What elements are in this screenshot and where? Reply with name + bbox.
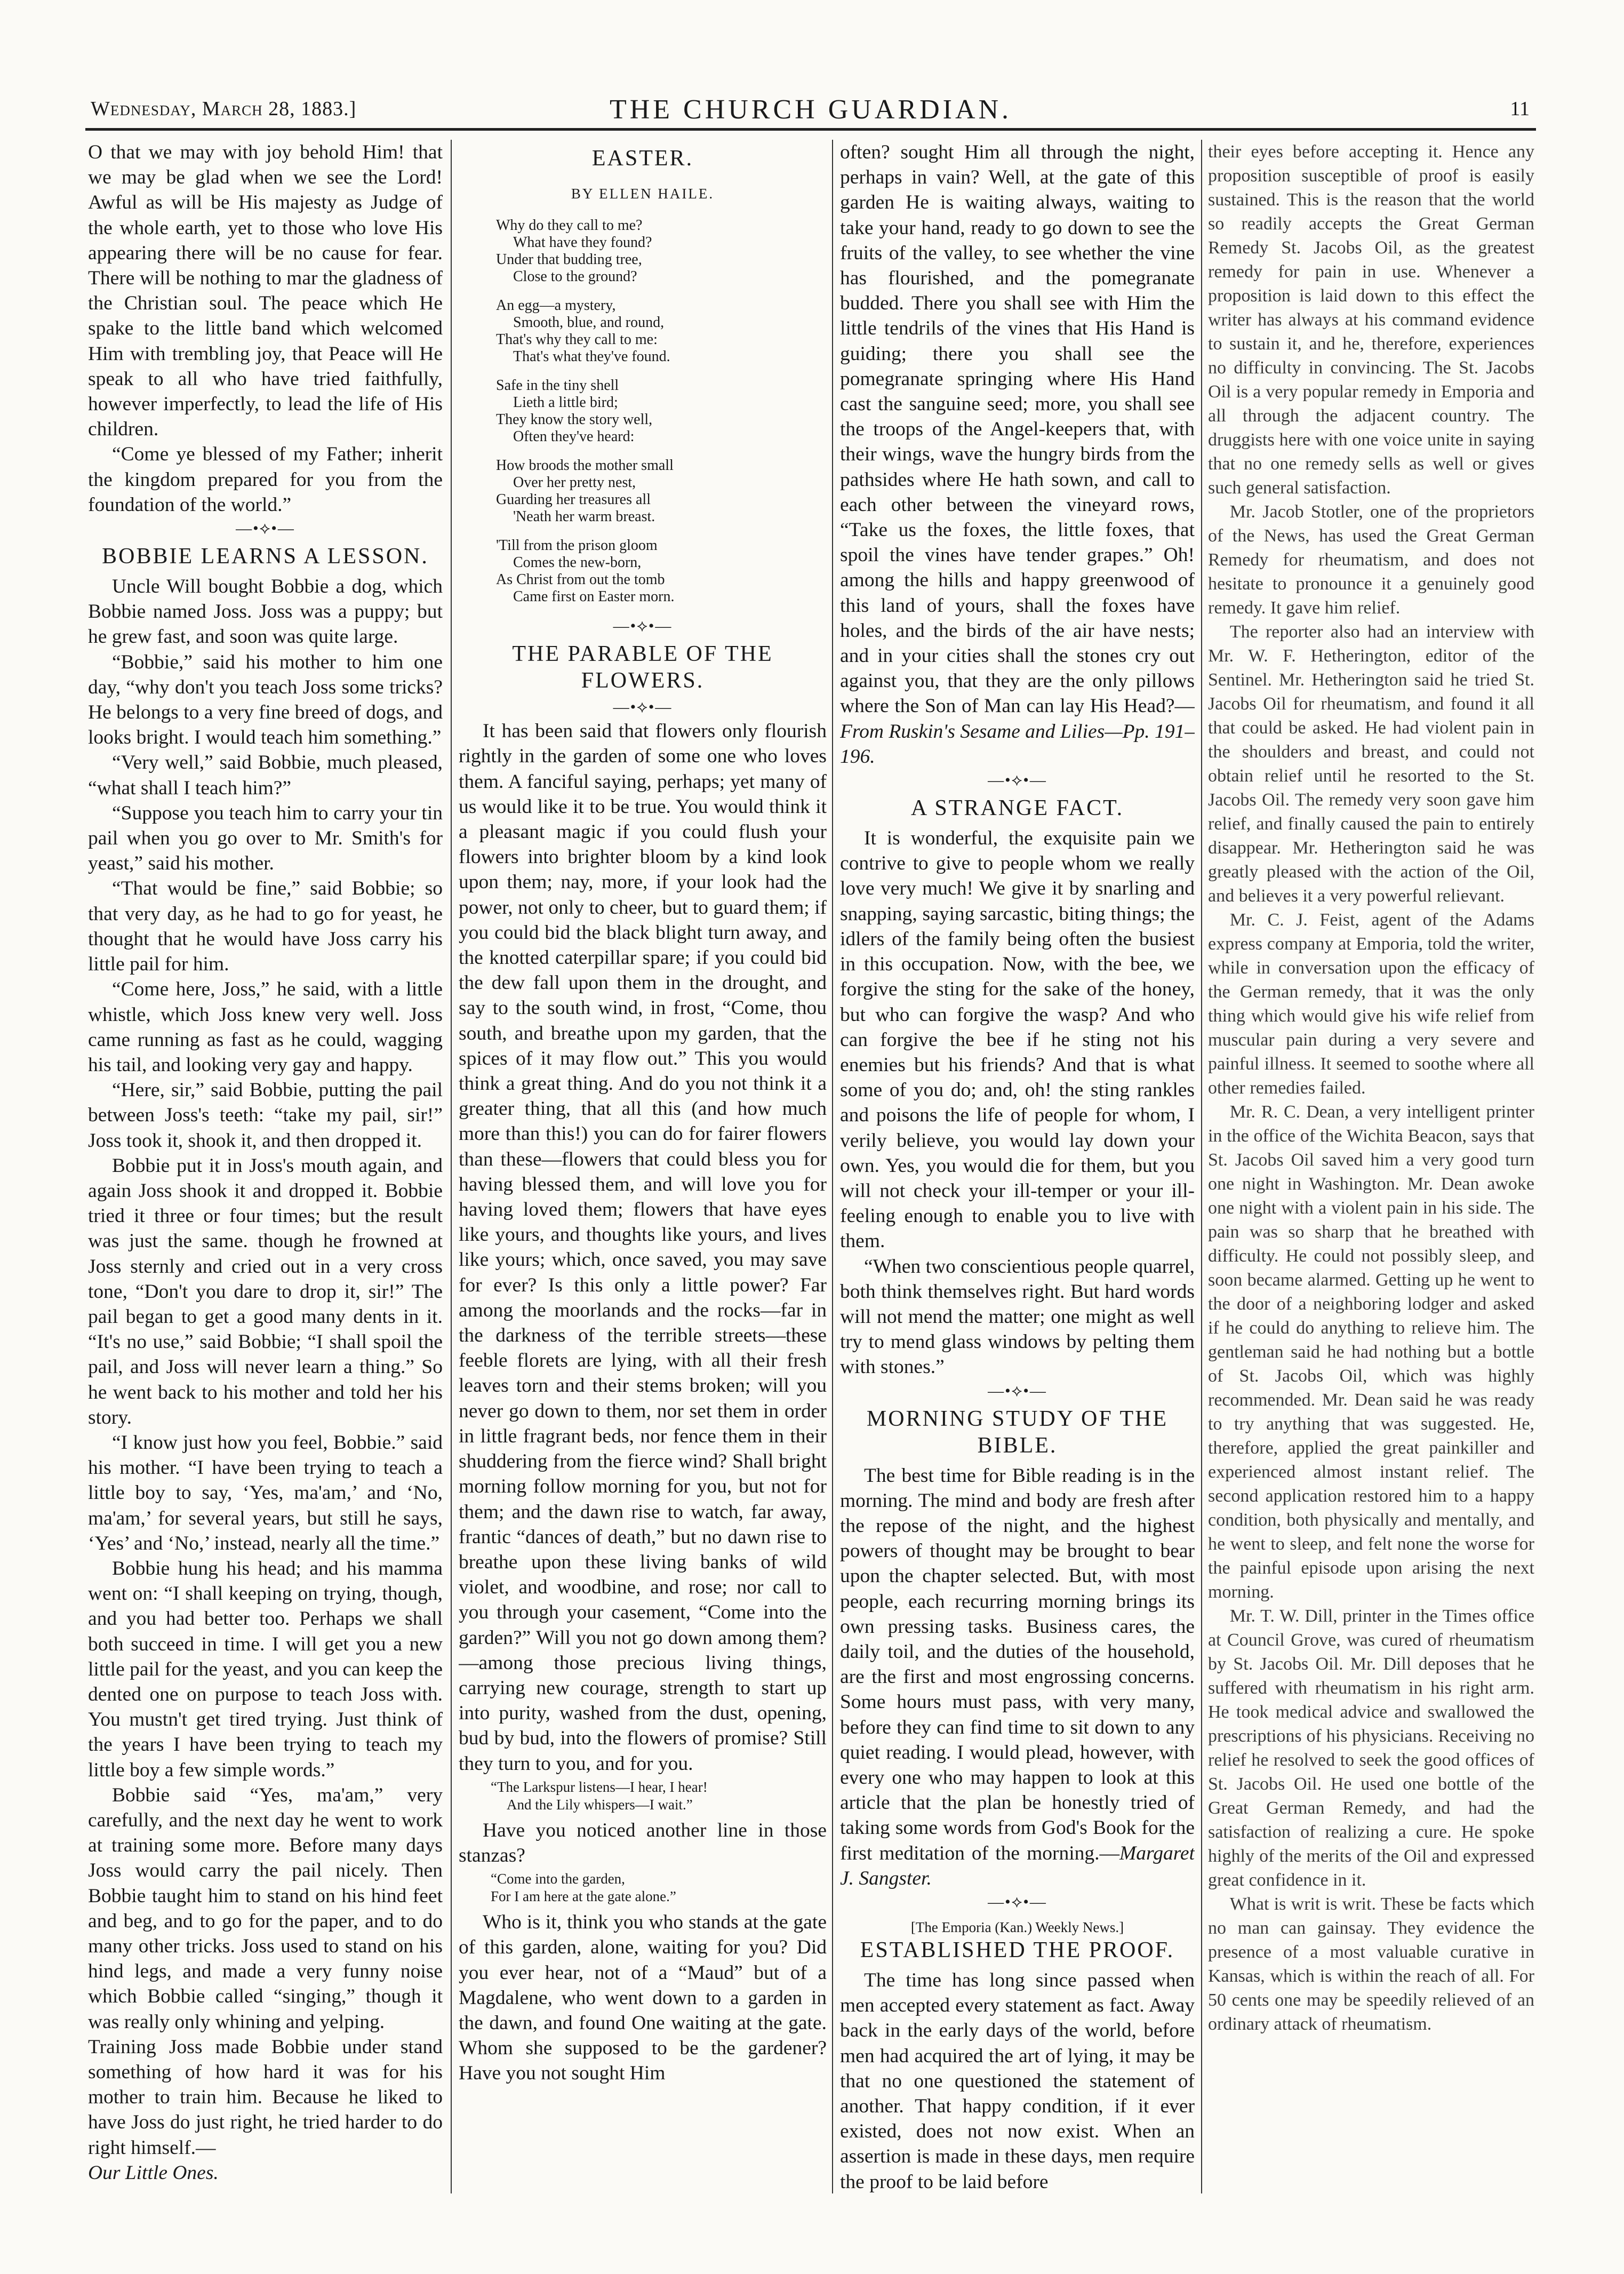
article-paragraph: Mr. R. C. Dean, a very intelligent printer in the office of the Wichita Beacon, says that St. Jacobs Oil saved him a very good turn one night in Washington. Mr. Dean awoke one night with a violent pain in his side. The pain was so sharp that he breathed with difficulty. He could not possibly sleep, and soon became alarmed. Getting up he went to the door of a neighboring lodger and asked if he could do anything to relieve him. The gentleman said he had nothing but a bottle of St. Jacobs Oil, which was highly recommended. Mr. Dean said he was ready to try anything that was suggested. He, therefore, applied the great painkiller and experienced almost instant relief. The second application restored him to a happy condition, both physically and mentally, and he went to sleep, and felt none the worse for the painful episode upon arising the next morning.	[1208, 1102, 1534, 1602]
article-paragraph: O that we may with joy behold Him! that we may be glad when we see the Lord! Awful as will be His majesty as Judge of the whole earth, yet to those who love His appearing there will be no cause for fear. There will be nothing to mar the gladness of the Christian soul. The peace which He spake to the little band which welcomed Him with trembling joy, that Peace will He speak to all who have tried faithfully, however imperfectly, to lead the life of His children.	[88, 141, 443, 441]
article-heading: BOBBIE LEARNS A LESSON.	[102, 544, 429, 569]
poem-line: As Christ from out the tomb	[496, 571, 665, 588]
ornament-divider: —•⟡•—	[613, 698, 673, 716]
verse-line: “The Larkspur listens—I hear, I hear!	[491, 1778, 708, 1795]
article-paragraph: their eyes before accepting it. Hence any proposition susceptible of proof is easily sustained. This is the reason that the world so readily accepts the Great German Remedy St. Jacobs Oil, as the greatest remedy for pain in use. Whenever a proposition is laid down to this effect the writer has always at his command evidence to sustain it, and he, therefore, experiences no difficulty in convincing. The St. Jacobs Oil is a very popular remedy in Emporia and all through the adjacent country. The druggists here with one voice unite in saying that no one remedy sells as well or gives such general satisfaction.	[1208, 142, 1534, 498]
article-paragraph	[840, 1463, 1195, 1891]
article-source: Our Little Ones.	[88, 2161, 219, 2184]
column-1	[88, 140, 443, 2199]
poem-line: 'Neath her warm breast.	[513, 508, 655, 525]
poem-line: 'Till from the prison gloom	[496, 537, 658, 554]
article-paragraph: Mr. T. W. Dill, printer in the Times office at Council Grove, was cured of rheumatism by St. Jacobs Oil. Mr. Dill deposes that he suffered with rheumatism in his right arm. He took medical advice and swallowed the prescriptions of his physicians. Receiving no relief he resolved to seek the good offices of St. Jacobs Oil. He used one bottle of the Great German Remedy, and had the satisfaction of realizing a cure. He spoke highly of the merits of the Oil and expressed great confidence in it.	[1208, 1606, 1534, 1890]
article-heading: MORNING STUDY OF THE BIBLE.	[866, 1406, 1169, 1458]
verse-line: For I am here at the gate alone.”	[491, 1888, 676, 1905]
article-paragraph: “That would be fine,” said Bobbie; so that very day, as he had to go for yeast, he thought that he would have Joss carry his little pail for him.	[88, 877, 443, 976]
article-paragraph: Who is it, think you who stands at the gate of this garden, alone, waiting for you? Did you ever hear, not of a “Maud” but of a Magdalene, who went down to a garden in the dawn, and found One waiting at the gate. Whom she supposed to be the gardener? Have you not sought Him	[459, 1911, 827, 2085]
column-rule	[832, 140, 833, 2193]
poem-line: Often they've heard:	[513, 428, 635, 445]
poem-line: Why do they call to me?	[496, 217, 643, 234]
poem-line: Smooth, blue, and round,	[513, 314, 665, 331]
poem-stanza	[496, 297, 827, 365]
poem-stanza	[496, 537, 827, 605]
poem-byline: BY ELLEN HAILE.	[571, 186, 715, 202]
poem-line: They know the story well,	[496, 411, 653, 428]
article-paragraph: “When two conscientious people quarrel, both think themselves right. But hard words will not mend the matter; one might as well try to mend glass windows by pelting them with stones.”	[840, 1255, 1195, 1378]
poem-line: How broods the mother small	[496, 457, 674, 474]
verse-line: And the Lily whispers—I wait.”	[507, 1796, 693, 1813]
poem-stanza	[496, 377, 827, 445]
poem-line: Under that budding tree,	[496, 251, 642, 268]
poem-line: Safe in the tiny shell	[496, 377, 619, 394]
article-paragraph	[840, 140, 1195, 769]
poem-line: That's what they've found.	[513, 348, 670, 365]
poem-line: Guarding her treasures all	[496, 491, 651, 508]
article-heading: THE PARABLE OF THE FLOWERS.	[512, 642, 773, 693]
article-source: From Ruskin's Sesame and Lilies—Pp. 191–196.	[840, 720, 1195, 768]
article-paragraph: “Very well,” said Bobbie, much pleased, “what shall I teach him?”	[88, 752, 443, 799]
poem-line: Came first on Easter morn.	[513, 588, 675, 605]
column-2	[459, 140, 827, 2199]
article-paragraph: The time has long since passed when men accepted every statement as fact. Away back in the early days of the world, before men had acquired the art of lying, it may be that no one questioned the statement of another. That happy condition, if it ever existed, does not now exist. When an assertion is made in these days, men require the proof to be laid before	[840, 1969, 1195, 2193]
article-paragraph: “Come ye blessed of my Father; inherit the kingdom prepared for you from the foundation of the world.”	[88, 443, 443, 516]
column-rule	[451, 140, 452, 2193]
newspaper-title: THE CHURCH GUARDIAN.	[609, 94, 1012, 125]
poem-title: EASTER.	[591, 146, 694, 171]
paragraph-text: often? sought Him all through the night, perhaps in vain? Well, at the gate of this garden He is waiting always, waiting to take your hand, ready to go down to see the fruits of the valley, to see whether the vine has flourished, and the pomegranate budded. There you shall see with Him the little tendrils of the vines that His Hand is guiding; there you shall see the pomegranate springing where His Hand cast the sanguine seed; more, you shall see the troops of the Angel-keepers that, with their wings, wave the hungry birds from the pathsides where He hath sown, and call to each other between the vineyard rows, “Take us the foxes, the little foxes, that spoil the vines have tender grapes.” Oh! among the hills and happy greenwood of this land of yours, shall the foxes have holes, and the birds of the air have nests; and in your cities shall the stones cry out against you, that they are the only pillows where the Son of Man can lay His Head?—	[840, 141, 1195, 717]
poem-line: Comes the new-born,	[513, 554, 642, 571]
article-paragraph: Mr. Jacob Stotler, one of the proprietors of the News, has used the Great German Remedy for rheumatism, and does not hesitate to pronounce it a genuinely good remedy. It gave him relief.	[1208, 502, 1534, 618]
article-paragraph: Mr. C. J. Feist, agent of the Adams express company at Emporia, told the writer, while in conversation upon the efficacy of the German remedy, that it was the only thing which would give his wife relief from muscular pain during a very severe and painful illness. It seemed to soothe where all other remedies failed.	[1208, 910, 1534, 1098]
poem-line: Lieth a little bird;	[513, 394, 618, 411]
poem-line: That's why they call to me:	[496, 331, 658, 348]
poem-stanza	[496, 457, 827, 525]
poem-line: Over her pretty nest,	[513, 474, 636, 491]
article-paragraph: What is writ is writ. These be facts which no man can gainsay. They evidence the presence of a most valuable curative in Kansas, which is within the reach of all. For 50 cents one may be speedily relieved of an ordinary attack of rheumatism.	[1208, 1894, 1534, 2034]
paragraph-text: The best time for Bible reading is in the morning. The mind and body are fresh after the repose of the night, and the highest powers of thought may be brought to bear upon the chapter selected. But, with most people, each recurring morning brings its own pressing tasks. Business cares, the daily toil, and the duties of the household, are the first and most engrossing concerns. Some hours must pass, with very many, before they can find time to sit down to any quiet reading. I would plead, however, with every one who may happen to look at this article that the plan be honestly tried of taking some words from God's Book for the first meditation of the morning.—	[840, 1464, 1195, 1864]
ornament-divider: —•⟡•—	[236, 520, 295, 538]
article-paragraph: The reporter also had an interview with Mr. W. F. Hetherington, editor of the Sentinel. Mr. Hetherington said he tried St. Jacobs Oil for rheumatism, and found it all that could be asked. He had violent pain in the shoulders and breast, and could not obtain relief until he resorted to the St. Jacobs Oil. The remedy very soon gave him relief, and finally caused the pain to entirely disappear. Mr. Hetherington said he was greatly pleased with the action of the Oil, and believes it a very powerful relievant.	[1208, 622, 1534, 906]
verse-quote	[491, 1870, 827, 1905]
article-paragraph: Bobbie said “Yes, ma'am,” very carefully, and the next day he went to work at training some more. Before many days Joss would carry the pail nicely. Then Bobbie taught him to stand on his hind feet and beg, and to go for the paper, and to do many other tricks. Joss used to stand on his hind legs, and made a very funny noise which Bobbie called “singing,” though it was really only whining and yelping.	[88, 1784, 443, 2033]
article-paragraph: Bobbie hung his head; and his mamma went on: “I shall keeping on trying, though, and you had better too. Perhaps we shall both succeed in time. I will get you a new little pail for the yeast, and you can keep the dented one on purpose to teach Joss with. You mustn't get tired trying. Just think of the years I have been trying to teach my little boy a few simple words.”	[88, 1557, 443, 1781]
article-heading: A STRANGE FACT.	[910, 796, 1124, 821]
page-number: 11	[1510, 98, 1530, 120]
verse-line: “Come into the garden,	[491, 1871, 625, 1887]
poem-line: An egg—a mystery,	[496, 297, 616, 314]
article-paragraph: Have you noticed another line in those stanzas?	[459, 1819, 827, 1866]
article-paragraph: Bobbie put it in Joss's mouth again, and again Joss shook it and dropped it. Bobbie tried it three or four times; but the result was just the same. though he frowned at Joss sternly and cried out in a very cross tone, “Don't you dare to drop it, sir!” The pail began to get a good many dents in it. “It's no use,” said Bobbie; “I shall spoil the pail, and Joss will never learn a thing.” So he went back to his mother and told her his story.	[88, 1154, 443, 1429]
poem-line: What have they found?	[513, 234, 652, 251]
article-paragraph: “I know just how you feel, Bobbie.” said his mother. “I have been trying to teach a little boy to say, ‘Yes, ma'am,’ and ‘No, ma'am,’ for several years, but still he says, ‘Yes’ and ‘No,’ instead, nearly all the time.”	[88, 1431, 443, 1554]
column-4	[1208, 140, 1534, 2199]
article-paragraph: It has been said that flowers only flourish rightly in the garden of some one who loves them. A fanciful saying, perhaps; yet many of us would like it to be true. You would think it a pleasant magic if you could flush your flowers into brighter bloom by a kind look upon them; nay, more, if your look had the power, not only to cheer, but to guard them; if you could bid the black blight turn away, and the knotted caterpillar spare; if you could bid the dew fall upon them in the drought, and say to the south wind, in frost, “Come, thou south, and breathe upon my garden, that the spices of it may flow out.” This you would think a great thing. And do you not think it a greater thing, that all this (and how much more than this!) you can do for fairer flowers than these—flowers that could bless you for having blessed them, and will love you for having loved them; flowers that have eyes like yours, and thoughts like yours, and lives like yours; which, once saved, you may save for ever? Is this only a little power? Far among the moorlands and the rocks—far in the darkness of the terrible streets—these feeble florets are lying, with all their fresh leaves torn and their stems broken; will you never go down to them, nor set them in order in little fragrant beds, nor fence them in their shuddering from the fierce wind? Shall bright morning follow morning for you, but not for them; and the dawn rise to watch, far away, frantic “dances of death,” but no dawn rise to breathe upon these living banks of wild violet, and woodbine, and rose; nor call to you through your casement, “Come into the garden?” Will you not go down among them?—among those precious living things, carrying new courage, strength to start up into purity, washed from the dust, opening, bud by bud, into the flowers of promise? Still they turn to you, and for you.	[459, 720, 827, 1775]
poem-body	[459, 217, 827, 605]
article-paragraph: It is wonderful, the exquisite pain we contrive to give to people whom we really love very much! We give it by snarling and snapping, saying sarcastic, biting things; the idlers of the family being often the busiest in this occupation. Now, with the bee, we forgive the sting for the sake of the honey, but who can forgive the wasp? And who can forgive the bee if he sting not his enemies but his friends? And that is what some of you do; and, oh! the sting rankles and poisons the life of people for whom, I verily believe, you would lay down your own. Yes, you would die for them, but you will not check your ill-temper or your ill-feeling enough to enable you to live with them.	[840, 827, 1195, 1252]
poem-line: Close to the ground?	[513, 268, 637, 285]
article-paragraph: “Suppose you teach him to carry your tin pail when you go over to Mr. Smith's for yeast,” said his mother.	[88, 802, 443, 875]
article-heading: ESTABLISHED THE PROOF.	[860, 1938, 1175, 1962]
verse-quote	[491, 1778, 827, 1814]
column-3	[840, 140, 1195, 2199]
article-paragraph: Uncle Will bought Bobbie a dog, which Bobbie named Joss. Joss was a puppy; but he grew fast, and soon was quite large.	[88, 576, 443, 648]
article-paragraph: “Come here, Joss,” he said, with a little whistle, which Joss knew very well. Joss came running as fast as he could, wagging his tail, and looking very gay and happy.	[88, 978, 443, 1076]
issue-date: Wednesday, March 28, 1883.]	[91, 98, 357, 120]
article-paragraph: Training Joss made Bobbie under stand something of how hard it was for his mother to train him. Because he liked to have Joss do just right, he tried harder to do right himself.—	[88, 2036, 443, 2159]
article-source: [The Emporia (Kan.) Weekly News.]	[910, 1919, 1124, 1935]
article-paragraph: “Here, sir,” said Bobbie, putting the pail between Joss's teeth: “take my pail, sir!” Joss took it, shook it, and then dropped it.	[88, 1079, 443, 1152]
article-signature: Margaret J. Sangster.	[840, 1842, 1195, 1889]
ornament-divider: —•⟡•—	[988, 771, 1047, 789]
ornament-divider: —•⟡•—	[988, 1382, 1047, 1400]
page-header	[85, 85, 1536, 131]
article-body	[88, 574, 443, 2160]
ornament-divider: —•⟡•—	[613, 617, 673, 635]
column-rule	[1201, 140, 1202, 2193]
ornament-divider: —•⟡•—	[988, 1893, 1047, 1911]
poem-stanza	[496, 217, 827, 285]
article-paragraph: “Bobbie,” said his mother to him one day, “why don't you teach Joss some tricks? He belongs to a very fine breed of dogs, and looks bright. I would teach him something.”	[88, 651, 443, 749]
